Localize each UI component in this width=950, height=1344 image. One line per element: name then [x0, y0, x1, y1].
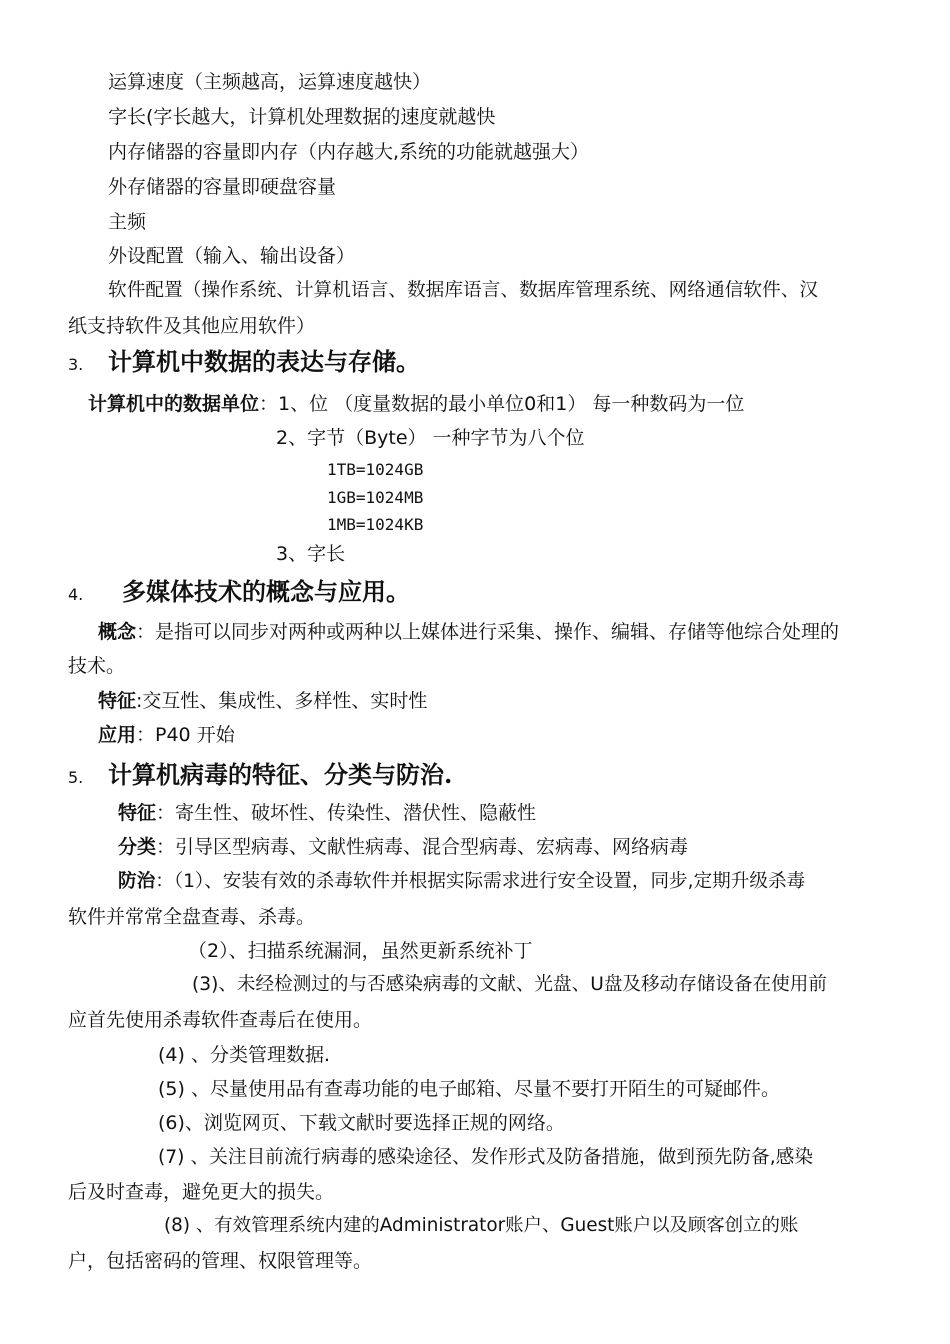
- conversion-mb: 1MB=1024KB: [327, 515, 424, 534]
- text-line: 运算速度（主频越高，运算速度越快）: [108, 71, 432, 93]
- virus-class-text: ：引导区型病毒、文献性病毒、混合型病毒、宏病毒、网络病毒: [156, 836, 689, 858]
- concept-label: 概念: [98, 621, 137, 643]
- prevention-item-5: (5) 、尽量使用品有查毒功能的电子邮箱、尽量不要打开陌生的可疑邮件。: [158, 1078, 780, 1100]
- virus-feature-line: [118, 801, 536, 825]
- prevention-item-2: （2）、扫描系统漏洞，虽然更新系统补丁: [188, 940, 533, 962]
- text-line: 字长(字长越大，计算机处理数据的速度就越快: [108, 106, 496, 128]
- prevention-item-3: (3)、未经检测过的与否感染病毒的文献、光盘、U盘及移动存储设备在使用前: [192, 974, 827, 995]
- text-line: 纸支持软件及其他应用软件）: [68, 315, 316, 337]
- feature-label: 特征: [98, 690, 137, 712]
- text-line: 外存储器的容量即硬盘容量: [108, 176, 337, 198]
- section-title: 多媒体技术的概念与应用。: [122, 577, 410, 606]
- prevention-item-6: (6)、浏览网页、下载文献时要选择正规的网络。: [158, 1112, 565, 1134]
- data-unit-label: 计算机中的数据单位: [88, 393, 260, 415]
- virus-feature-text: ：寄生性、破坏性、传染性、潜伏性、隐蔽性: [156, 802, 537, 824]
- section-number: 4.: [68, 585, 84, 604]
- concept-continued: 技术。: [68, 655, 126, 677]
- prevention-item-3-cont: 应首先使用杀毒软件查毒后在使用。: [68, 1009, 373, 1031]
- section-title: 计算机中数据的表达与存储。: [108, 347, 420, 376]
- text-line: 软件配置（操作系统、计算机语言、数据库语言、数据库管理系统、网络通信软件、汉: [108, 280, 819, 301]
- text-line: 内存储器的容量即内存（内存越大,系统的功能就越强大）: [108, 141, 590, 163]
- application-label: 应用: [98, 724, 137, 746]
- section-3-heading: [68, 347, 420, 380]
- prevention-item-8: (8) 、有效管理系统内建的Administrator账户、Guest账户以及顾客创立的账: [164, 1215, 799, 1236]
- section-number: 3.: [68, 355, 84, 374]
- data-unit-line: [88, 392, 744, 416]
- virus-class-label: 分类: [118, 836, 157, 858]
- conversion-tb: 1TB=1024GB: [327, 460, 424, 479]
- feature-text: :交互性、集成性、多样性、实时性: [136, 690, 428, 712]
- section-4-heading: [68, 577, 410, 610]
- application-line: [98, 723, 235, 747]
- unit-item-bit: 1、位 （度量数据的最小单位0和1） 每一种数码为一位: [278, 393, 745, 415]
- colon: ：: [259, 393, 279, 415]
- unit-item-byte: 2、字节（Byte） 一种字节为八个位: [276, 427, 585, 449]
- prevention-line: [118, 870, 805, 894]
- application-text: ：P40 开始: [136, 724, 235, 746]
- text-line: 外设配置（输入、输出设备）: [108, 245, 356, 267]
- concept-text: ：是指可以同步对两种或两种以上媒体进行采集、操作、编辑、存储等他综合处理的: [136, 621, 840, 643]
- prevention-item-1: ：（1）、安装有效的杀毒软件并根据实际需求进行安全设置，同步,定期升级杀毒: [155, 871, 806, 892]
- unit-item-word: 3、字长: [276, 543, 346, 565]
- concept-line: [98, 620, 839, 644]
- prevention-item-1-cont: 软件并常常全盘查毒、杀毒。: [68, 906, 316, 928]
- text-line: 主频: [108, 211, 147, 233]
- prevention-item-7-cont: 后及时查毒，避免更大的损失。: [68, 1181, 335, 1203]
- section-number: 5.: [68, 768, 84, 787]
- conversion-gb: 1GB=1024MB: [327, 488, 424, 507]
- prevention-item-4: (4) 、分类管理数据.: [158, 1044, 330, 1066]
- virus-class-line: [118, 835, 688, 859]
- feature-line: [98, 689, 427, 713]
- section-title: 计算机病毒的特征、分类与防治.: [108, 760, 453, 789]
- section-5-heading: [68, 760, 452, 793]
- prevention-item-7: (7) 、关注目前流行病毒的感染途径、发作形式及防备措施，做到预先防备,感染: [158, 1147, 814, 1168]
- prevention-label: 防治: [118, 871, 156, 892]
- virus-feature-label: 特征: [118, 802, 157, 824]
- prevention-item-8-cont: 户，包括密码的管理、权限管理等。: [68, 1250, 373, 1272]
